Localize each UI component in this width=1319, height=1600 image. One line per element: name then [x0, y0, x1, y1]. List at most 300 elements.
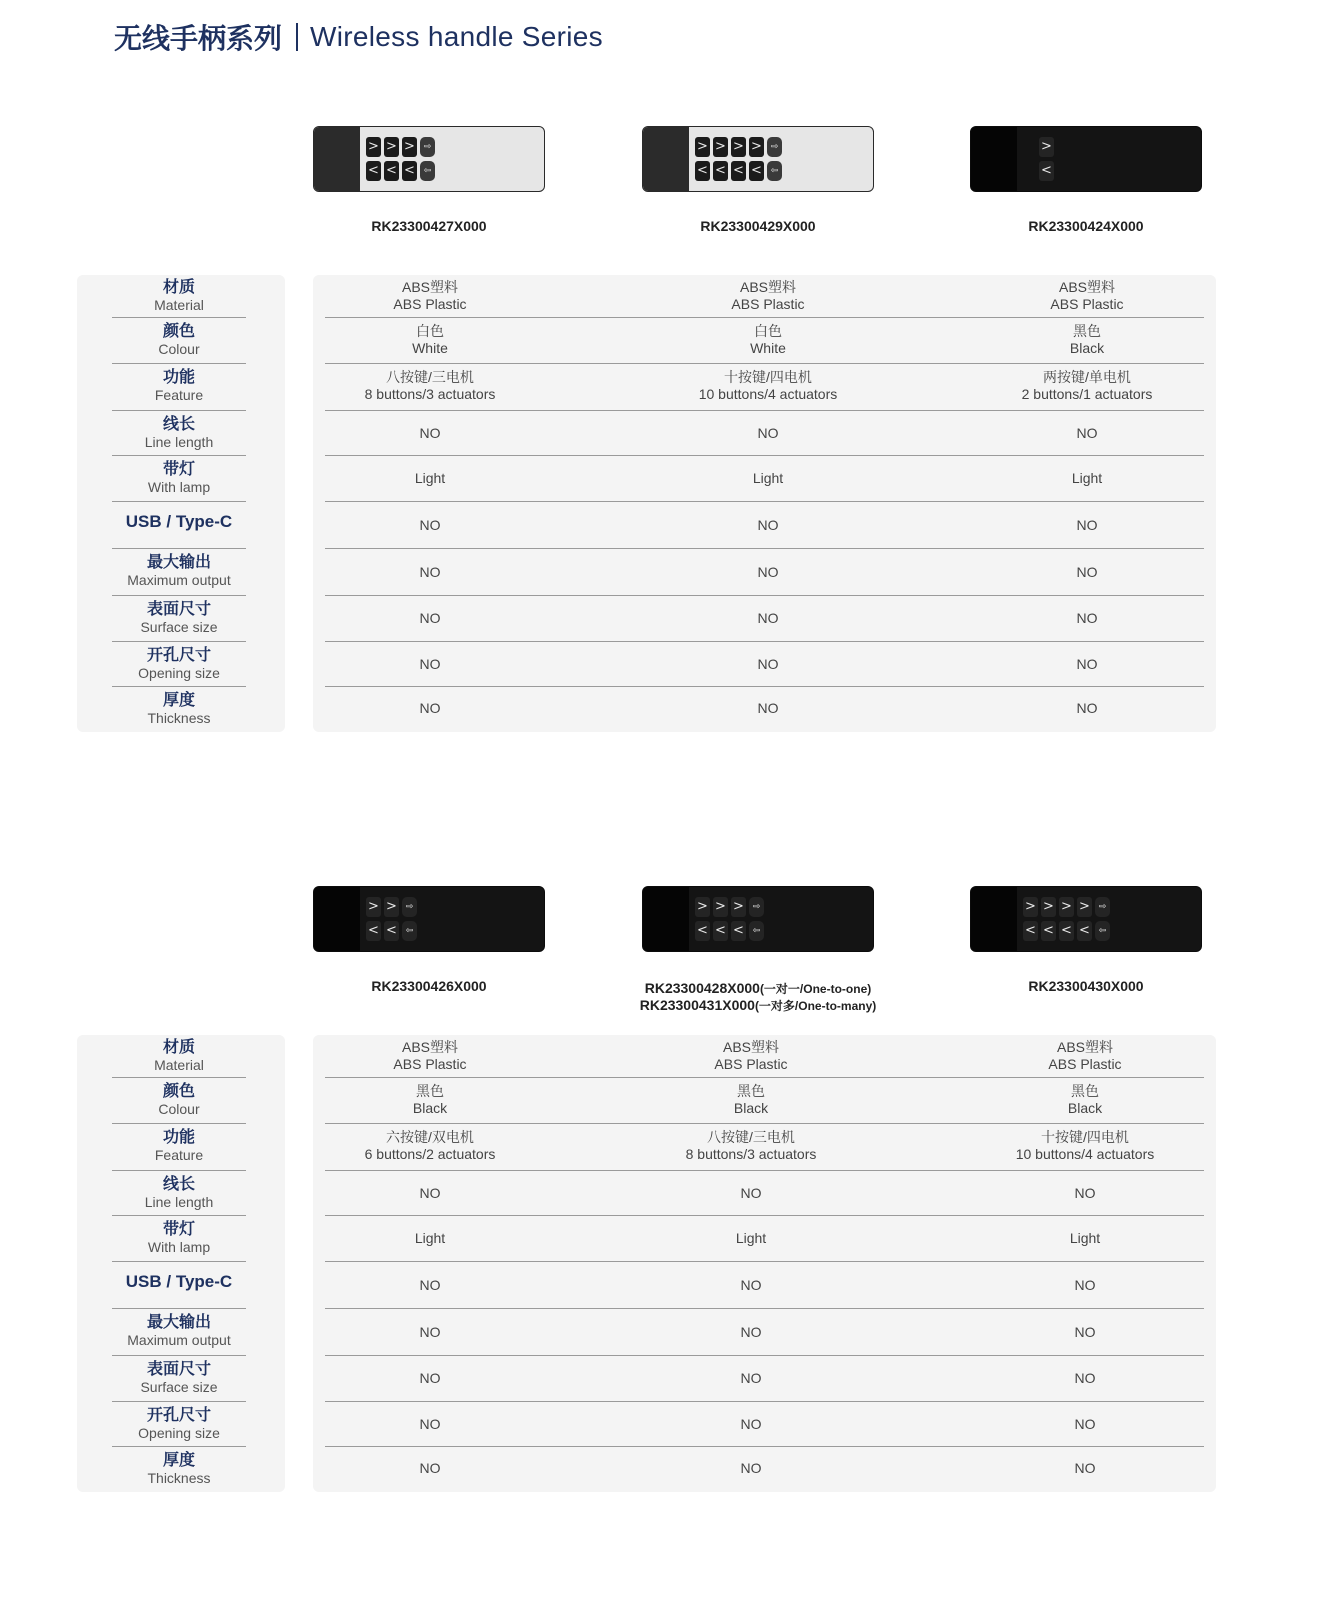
- spec-cell: [935, 1370, 1235, 1387]
- chevron-left-key-icon: <: [731, 921, 746, 941]
- spec-cell: [937, 656, 1237, 673]
- chevron-right-key-icon: >: [749, 137, 764, 157]
- spec-cell-line: NO: [740, 1460, 762, 1476]
- product-code-line: [273, 218, 585, 234]
- spec-cell-line: NO: [1074, 1416, 1096, 1432]
- spec-label: [112, 277, 246, 314]
- spec-label-cn: 材质: [162, 277, 195, 296]
- chevron-left-key-icon: <: [1039, 161, 1054, 181]
- spec-cell: [601, 1460, 901, 1477]
- spec-cell-line: NO: [757, 700, 779, 716]
- spec-cell-line: ABS Plastic: [714, 1056, 788, 1072]
- chevron-right-key-icon: >: [384, 897, 399, 917]
- spec-label: [112, 1312, 246, 1349]
- spec-label-en: Opening size: [138, 665, 220, 681]
- spec-cell: [937, 425, 1237, 442]
- spec-cell-line: 6 buttons/2 actuators: [364, 1146, 496, 1162]
- spec-cell: [937, 279, 1237, 313]
- chevron-left-key-icon: <: [366, 921, 381, 941]
- spec-label-cn: 颜色: [162, 1081, 195, 1100]
- spec-label-en: Surface size: [140, 1379, 218, 1395]
- spec-cell: [280, 1324, 580, 1341]
- chevron-left-key-icon: <: [1077, 921, 1092, 941]
- spec-cell-line: NO: [419, 564, 441, 580]
- handle-end-cap: [643, 127, 689, 191]
- row-divider: [112, 1261, 246, 1262]
- spec-cell: [935, 1460, 1235, 1477]
- row-divider: [325, 548, 1204, 549]
- row-divider: [325, 1401, 1204, 1402]
- keypad: [1039, 137, 1159, 185]
- row-divider: [325, 1261, 1204, 1262]
- row-divider: [112, 1215, 246, 1216]
- spec-cell: [618, 323, 918, 357]
- chevron-left-key-icon: <: [713, 161, 728, 181]
- product-code-line: [602, 997, 914, 1014]
- spec-label-en: With lamp: [147, 479, 211, 495]
- spec-label-column: [77, 275, 285, 732]
- spec-cell: [280, 1039, 580, 1073]
- wireless-handle-image: [313, 126, 545, 192]
- spec-cell: [280, 1230, 580, 1247]
- spec-cell: [937, 700, 1237, 717]
- row-divider: [325, 1355, 1204, 1356]
- spec-cell-line: NO: [757, 425, 779, 441]
- spec-label-en: Feature: [154, 1147, 204, 1163]
- spec-cell-line: NO: [740, 1277, 762, 1293]
- spec-cell-line: 黑色: [1071, 1083, 1099, 1099]
- product-code-line: [930, 978, 1242, 994]
- spec-label-en: Colour: [158, 1101, 200, 1117]
- spec-cell-line: 黑色: [416, 1083, 444, 1099]
- key-row: [366, 137, 486, 157]
- spec-cell-line: 10 buttons/4 actuators: [698, 386, 838, 402]
- spec-cell-line: NO: [419, 656, 441, 672]
- spec-cell: [280, 369, 580, 403]
- spec-label-cn: USB / Type-C: [125, 512, 233, 531]
- row-divider: [325, 1215, 1204, 1216]
- spec-cell-line: NO: [419, 517, 441, 533]
- spec-cell-line: ABS塑料: [1058, 279, 1115, 295]
- keypad: [366, 137, 486, 185]
- spec-cell-line: ABS塑料: [739, 279, 796, 295]
- spec-cell-line: NO: [1076, 700, 1098, 716]
- chevron-left-key-icon: <: [1041, 921, 1056, 941]
- spec-cell: [935, 1230, 1235, 1247]
- chevron-left-key-icon: <: [402, 161, 417, 181]
- spec-cell: [618, 279, 918, 313]
- handle-end-cap: [643, 887, 689, 951]
- fast-back-key-icon: ⇦: [749, 921, 764, 941]
- spec-cell-line: NO: [1076, 656, 1098, 672]
- spec-cell-line: 2 buttons/1 actuators: [1021, 386, 1153, 402]
- spec-cell-line: NO: [419, 1460, 441, 1476]
- product-code: [930, 218, 1242, 234]
- row-divider: [325, 641, 1204, 642]
- spec-label-en: Colour: [158, 341, 200, 357]
- spec-data-table: [313, 1035, 1216, 1492]
- spec-cell: [601, 1324, 901, 1341]
- key-row: [695, 921, 815, 941]
- spec-label-cn: 带灯: [162, 459, 195, 478]
- product-code-note: (一对多/One-to-many): [754, 999, 877, 1013]
- chevron-right-key-icon: >: [366, 137, 381, 157]
- fast-forward-key-icon: ⇨: [749, 897, 764, 917]
- chevron-right-key-icon: >: [731, 897, 746, 917]
- spec-cell-line: ABS塑料: [401, 279, 458, 295]
- spec-cell-line: NO: [1074, 1324, 1096, 1340]
- product-code-note: (一对一/One-to-one): [759, 982, 872, 996]
- spec-label-cn: USB / Type-C: [125, 1272, 233, 1291]
- spec-label-cn: 带灯: [162, 1219, 195, 1238]
- spec-cell-line: NO: [740, 1185, 762, 1201]
- chevron-right-key-icon: >: [1041, 897, 1056, 917]
- row-divider: [325, 1123, 1204, 1124]
- spec-label: [112, 599, 246, 636]
- row-divider: [112, 455, 246, 456]
- key-row: [695, 897, 815, 917]
- fast-forward-key-icon: ⇨: [402, 897, 417, 917]
- spec-cell-line: ABS Plastic: [1048, 1056, 1122, 1072]
- spec-label-column: [77, 1035, 285, 1492]
- product-code-line: [602, 980, 914, 997]
- spec-cell: [280, 470, 580, 487]
- chevron-right-key-icon: >: [1059, 897, 1074, 917]
- spec-label: [112, 1265, 246, 1293]
- spec-cell: [280, 610, 580, 627]
- product-code-line: [273, 978, 585, 994]
- product-code-text: RK23300427X000: [371, 218, 487, 234]
- spec-cell: [937, 564, 1237, 581]
- spec-cell-line: 8 buttons/3 actuators: [685, 1146, 817, 1162]
- spec-cell: [280, 279, 580, 313]
- spec-label: [112, 645, 246, 682]
- spec-cell-line: 黑色: [737, 1083, 765, 1099]
- row-divider: [112, 686, 246, 687]
- spec-label: [112, 1450, 246, 1487]
- spec-label: [112, 1174, 246, 1211]
- spec-cell-line: NO: [1074, 1460, 1096, 1476]
- key-row: [695, 161, 815, 181]
- spec-cell-line: NO: [1074, 1185, 1096, 1201]
- spec-label: [112, 505, 246, 533]
- spec-cell-line: 10 buttons/4 actuators: [1015, 1146, 1155, 1162]
- key-row: [366, 161, 486, 181]
- spec-cell-line: NO: [757, 610, 779, 626]
- spec-cell-line: Light: [414, 1230, 446, 1246]
- page-title-en: Wireless handle Series: [310, 21, 603, 52]
- spec-label-cn: 厚度: [162, 690, 195, 709]
- spec-cell-line: Light: [1069, 1230, 1101, 1246]
- chevron-right-key-icon: >: [695, 137, 710, 157]
- spec-cell-line: ABS Plastic: [1050, 296, 1124, 312]
- title-separator: [296, 23, 298, 51]
- handle-end-cap: [971, 127, 1017, 191]
- chevron-left-key-icon: <: [384, 161, 399, 181]
- spec-cell-line: NO: [419, 1185, 441, 1201]
- spec-label: [112, 321, 246, 358]
- product-code-text: RK23300428X000: [644, 980, 760, 996]
- spec-cell: [601, 1129, 901, 1163]
- spec-cell-line: 六按键/双电机: [386, 1129, 474, 1145]
- spec-cell: [280, 323, 580, 357]
- spec-cell: [601, 1416, 901, 1433]
- spec-label-en: Material: [154, 297, 204, 313]
- spec-cell-line: 十按键/四电机: [1041, 1129, 1129, 1145]
- row-divider: [112, 317, 246, 318]
- spec-cell: [280, 517, 580, 534]
- product-code-text: RK23300431X000: [639, 997, 755, 1013]
- row-divider: [112, 1446, 246, 1447]
- key-row: [1023, 897, 1143, 917]
- spec-cell-line: NO: [1076, 425, 1098, 441]
- spec-cell-line: NO: [1076, 564, 1098, 580]
- spec-cell: [935, 1416, 1235, 1433]
- spec-cell: [935, 1324, 1235, 1341]
- row-divider: [112, 1401, 246, 1402]
- spec-cell-line: White: [750, 340, 786, 356]
- spec-cell-line: Light: [1071, 470, 1103, 486]
- wireless-handle-image: [642, 126, 874, 192]
- spec-cell: [935, 1185, 1235, 1202]
- spec-label-cn: 线长: [162, 414, 195, 433]
- row-divider: [112, 595, 246, 596]
- spec-cell: [601, 1039, 901, 1073]
- spec-cell: [618, 369, 918, 403]
- keypad: [1023, 897, 1143, 945]
- product-code-line: [602, 218, 914, 234]
- spec-cell-line: ABS Plastic: [393, 296, 467, 312]
- spec-label: [112, 552, 246, 589]
- spec-cell-line: NO: [419, 700, 441, 716]
- chevron-left-key-icon: <: [749, 161, 764, 181]
- row-divider: [112, 501, 246, 502]
- fast-back-key-icon: ⇦: [420, 161, 435, 181]
- spec-cell-line: NO: [419, 1277, 441, 1293]
- wireless-handle-image: [970, 126, 1202, 192]
- product-code-line: [930, 218, 1242, 234]
- spec-data-table: [313, 275, 1216, 732]
- spec-cell-line: White: [412, 340, 448, 356]
- chevron-left-key-icon: <: [713, 921, 728, 941]
- key-row: [1023, 921, 1143, 941]
- spec-cell-line: Black: [733, 1100, 769, 1116]
- spec-cell: [280, 656, 580, 673]
- spec-label: [112, 690, 246, 727]
- spec-cell: [280, 1185, 580, 1202]
- product-code: [273, 218, 585, 234]
- spec-cell: [280, 1416, 580, 1433]
- chevron-left-key-icon: <: [695, 921, 710, 941]
- spec-cell: [280, 1460, 580, 1477]
- spec-cell-line: NO: [757, 656, 779, 672]
- spec-cell-line: NO: [419, 1324, 441, 1340]
- spec-cell: [618, 425, 918, 442]
- row-divider: [325, 1308, 1204, 1309]
- spec-label: [112, 1359, 246, 1396]
- spec-label-en: Surface size: [140, 619, 218, 635]
- spec-cell-line: Black: [412, 1100, 448, 1116]
- spec-cell-line: Black: [1069, 340, 1105, 356]
- product-code: [273, 978, 585, 994]
- keypad: [695, 137, 815, 185]
- product-code-text: RK23300429X000: [700, 218, 816, 234]
- handle-end-cap: [314, 887, 360, 951]
- row-divider: [325, 363, 1204, 364]
- spec-label-en: Thickness: [147, 710, 211, 726]
- spec-cell: [601, 1277, 901, 1294]
- spec-label-cn: 材质: [162, 1037, 195, 1056]
- fast-forward-key-icon: ⇨: [1095, 897, 1110, 917]
- row-divider: [112, 1170, 246, 1171]
- chevron-right-key-icon: >: [1077, 897, 1092, 917]
- spec-cell-line: NO: [740, 1370, 762, 1386]
- spec-cell: [618, 656, 918, 673]
- spec-label: [112, 1037, 246, 1074]
- spec-label: [112, 1219, 246, 1256]
- page-title-cn: 无线手柄系列: [114, 22, 283, 55]
- chevron-right-key-icon: >: [695, 897, 710, 917]
- spec-cell-line: NO: [419, 1416, 441, 1432]
- row-divider: [325, 410, 1204, 411]
- spec-label-cn: 最大输出: [146, 552, 211, 571]
- spec-cell: [937, 369, 1237, 403]
- spec-cell-line: 白色: [416, 323, 444, 339]
- spec-label-en: Opening size: [138, 1425, 220, 1441]
- spec-cell: [618, 700, 918, 717]
- spec-label: [112, 1405, 246, 1442]
- spec-cell: [935, 1129, 1235, 1163]
- spec-cell-line: NO: [1076, 610, 1098, 626]
- spec-cell-line: NO: [757, 517, 779, 533]
- spec-cell: [935, 1277, 1235, 1294]
- spec-cell: [601, 1185, 901, 1202]
- fast-back-key-icon: ⇦: [402, 921, 417, 941]
- spec-cell-line: NO: [740, 1324, 762, 1340]
- spec-cell-line: 十按键/四电机: [724, 369, 812, 385]
- spec-label: [112, 414, 246, 451]
- spec-label-cn: 开孔尺寸: [146, 1405, 211, 1424]
- chevron-left-key-icon: <: [731, 161, 746, 181]
- spec-label-cn: 表面尺寸: [146, 1359, 211, 1378]
- spec-label-en: Thickness: [147, 1470, 211, 1486]
- spec-cell-line: 两按键/单电机: [1043, 369, 1131, 385]
- spec-label-cn: 开孔尺寸: [146, 645, 211, 664]
- spec-cell: [937, 517, 1237, 534]
- row-divider: [112, 1355, 246, 1356]
- product-code-text: RK23300424X000: [1028, 218, 1144, 234]
- keypad: [366, 897, 486, 945]
- spec-cell-line: NO: [419, 425, 441, 441]
- spec-cell: [935, 1083, 1235, 1117]
- spec-label: [112, 459, 246, 496]
- spec-label-en: Feature: [154, 387, 204, 403]
- row-divider: [325, 686, 1204, 687]
- row-divider: [325, 1446, 1204, 1447]
- spec-cell: [937, 470, 1237, 487]
- spec-cell-line: NO: [419, 610, 441, 626]
- row-divider: [325, 595, 1204, 596]
- chevron-right-key-icon: >: [1039, 137, 1054, 157]
- spec-cell: [280, 1277, 580, 1294]
- chevron-right-key-icon: >: [731, 137, 746, 157]
- spec-cell: [280, 425, 580, 442]
- spec-cell-line: NO: [740, 1416, 762, 1432]
- chevron-right-key-icon: >: [1023, 897, 1038, 917]
- spec-label: [112, 1127, 246, 1164]
- product-code: [602, 980, 914, 1014]
- fast-forward-key-icon: ⇨: [767, 137, 782, 157]
- spec-label-en: Line length: [144, 1194, 214, 1210]
- spec-cell-line: Black: [1067, 1100, 1103, 1116]
- product-code: [930, 978, 1242, 994]
- spec-label-en: Maximum output: [127, 1332, 231, 1348]
- spec-cell-line: 黑色: [1073, 323, 1101, 339]
- product-code-text: RK23300426X000: [371, 978, 487, 994]
- row-divider: [112, 1077, 246, 1078]
- spec-cell-line: 8 buttons/3 actuators: [364, 386, 496, 402]
- spec-cell-line: ABS塑料: [401, 1039, 458, 1055]
- spec-cell-line: NO: [1074, 1277, 1096, 1293]
- spec-cell-line: ABS塑料: [722, 1039, 779, 1055]
- wireless-handle-image: [313, 886, 545, 952]
- spec-label-en: With lamp: [147, 1239, 211, 1255]
- chevron-left-key-icon: <: [384, 921, 399, 941]
- spec-cell-line: Light: [735, 1230, 767, 1246]
- spec-cell-line: Light: [414, 470, 446, 486]
- spec-cell: [935, 1039, 1235, 1073]
- spec-cell-line: ABS Plastic: [731, 296, 805, 312]
- spec-cell: [937, 610, 1237, 627]
- spec-cell: [618, 470, 918, 487]
- spec-cell: [280, 1083, 580, 1117]
- spec-cell: [937, 323, 1237, 357]
- chevron-right-key-icon: >: [402, 137, 417, 157]
- row-divider: [325, 1170, 1204, 1171]
- spec-cell-line: Light: [752, 470, 784, 486]
- chevron-left-key-icon: <: [695, 161, 710, 181]
- spec-cell: [280, 700, 580, 717]
- spec-cell-line: NO: [1074, 1370, 1096, 1386]
- row-divider: [112, 410, 246, 411]
- row-divider: [112, 548, 246, 549]
- fast-forward-key-icon: ⇨: [420, 137, 435, 157]
- chevron-left-key-icon: <: [1059, 921, 1074, 941]
- page-title: [114, 14, 603, 60]
- spec-cell: [280, 564, 580, 581]
- key-row: [366, 897, 486, 917]
- row-divider: [325, 501, 1204, 502]
- product-code: [602, 218, 914, 234]
- spec-label-cn: 线长: [162, 1174, 195, 1193]
- wireless-handle-image: [642, 886, 874, 952]
- spec-cell: [618, 610, 918, 627]
- wireless-handle-image: [970, 886, 1202, 952]
- row-divider: [325, 455, 1204, 456]
- spec-cell-line: NO: [419, 1370, 441, 1386]
- row-divider: [112, 363, 246, 364]
- spec-label: [112, 1081, 246, 1118]
- spec-label-cn: 颜色: [162, 321, 195, 340]
- spec-label: [112, 367, 246, 404]
- spec-cell: [601, 1230, 901, 1247]
- spec-cell-line: 八按键/三电机: [707, 1129, 795, 1145]
- spec-label-en: Line length: [144, 434, 214, 450]
- spec-label-en: Material: [154, 1057, 204, 1073]
- spec-label-cn: 功能: [162, 1127, 195, 1146]
- product-code-text: RK23300430X000: [1028, 978, 1144, 994]
- key-row: [1039, 137, 1159, 157]
